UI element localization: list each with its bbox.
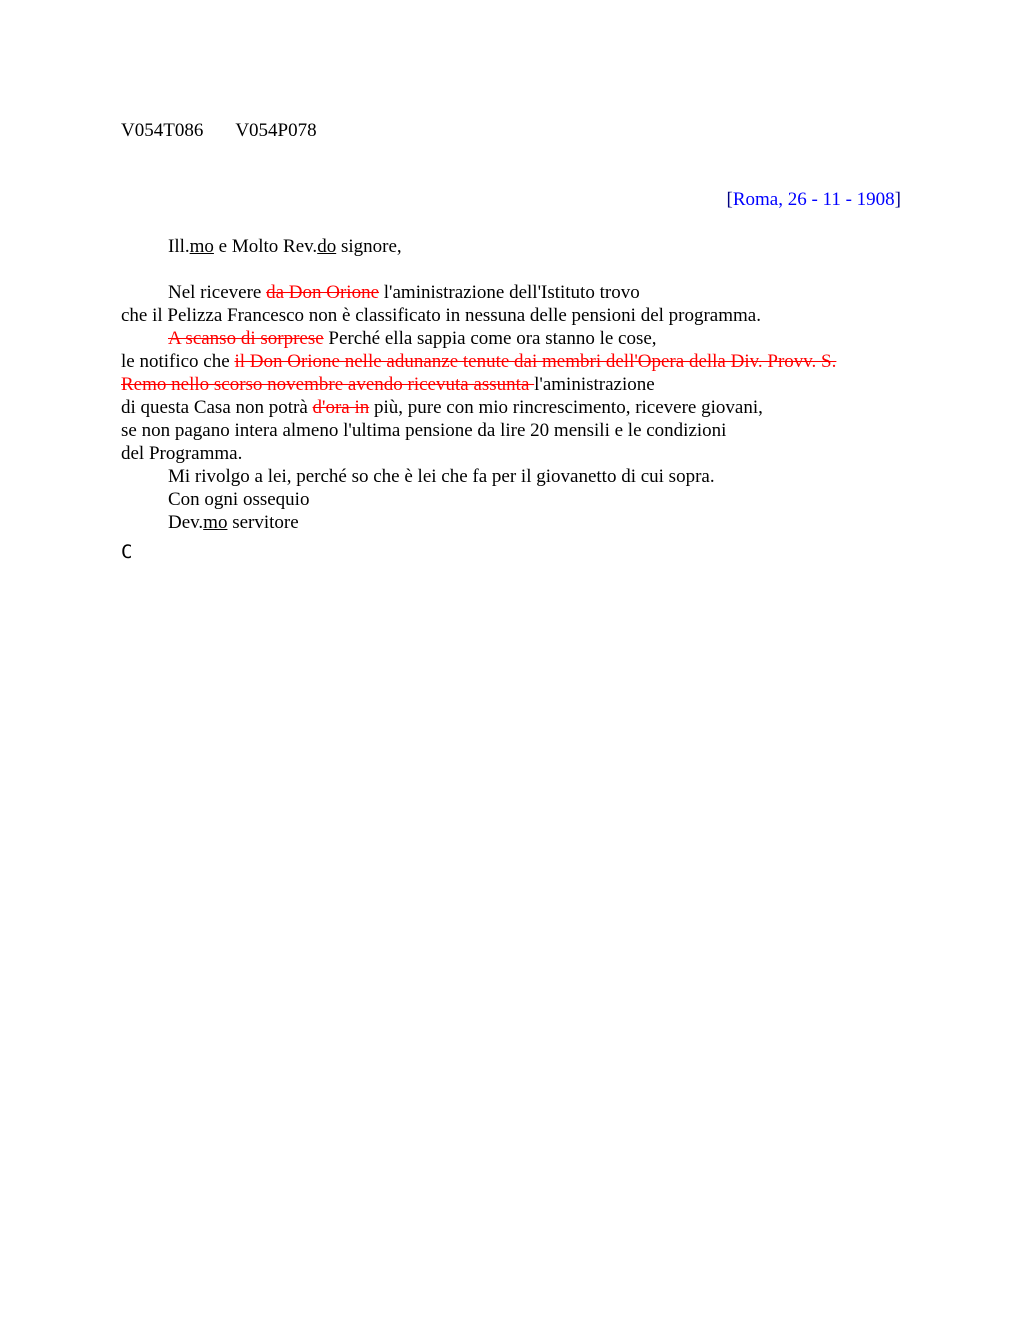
salutation-text: signore, — [336, 236, 402, 257]
body-text: che il Pelizza Francesco non è classificato in nessuna delle pensioni del programma. — [121, 305, 761, 326]
body-line — [121, 465, 911, 488]
body-text: le notifico che — [121, 351, 235, 372]
body-line — [121, 396, 911, 419]
volume-code: V054T086 — [121, 120, 204, 141]
deleted-text: A scanso di sorprese — [168, 328, 324, 349]
closing-mark: C — [121, 541, 133, 563]
deleted-text: Remo nello scorso novembre avendo ricevuta assunta — [121, 374, 535, 395]
body-line — [121, 327, 911, 350]
body-line — [121, 442, 911, 465]
salutation-abbrev: do — [317, 236, 337, 257]
body-line — [121, 350, 911, 373]
body-text: Con ogni ossequio — [168, 489, 310, 510]
body-line — [121, 419, 911, 442]
deleted-text: da Don Orione — [266, 282, 380, 303]
deleted-text: d'ora in — [312, 397, 370, 418]
salutation-text: e Molto Rev. — [213, 236, 318, 257]
body-line — [121, 281, 911, 304]
date-close-bracket: ] — [894, 189, 901, 210]
body-text: Mi rivolgo a lei, perché so che è lei che fa per il giovanetto di cui sopra. — [168, 466, 715, 487]
body-text: l'aministrazione dell'Istituto trovo — [379, 282, 640, 303]
signature-abbrev: mo — [203, 512, 228, 533]
body-text: Perché ella sappia come ora stanno le cose, — [323, 328, 657, 349]
body-text: servitore — [227, 512, 299, 533]
salutation-abbrev: mo — [189, 236, 214, 257]
signature-line — [121, 511, 911, 534]
body-text: se non pagano intera almeno l'ultima pensione da lire 20 mensili e le condizioni — [121, 420, 727, 441]
body-text: l'aministrazione — [534, 374, 655, 395]
salutation — [121, 235, 911, 258]
document-codes — [121, 120, 317, 142]
salutation-text: Ill. — [168, 236, 190, 257]
body-text: Dev. — [168, 512, 204, 533]
deleted-text: il Don Orione nelle adunanze tenute dai membri dell'Opera della Div. Provv. S. — [234, 351, 837, 372]
date-open-bracket: [ — [726, 189, 733, 210]
body-text: del Programma. — [121, 443, 243, 464]
letter-body — [121, 281, 911, 534]
body-text: più, pure con mio rincrescimento, ricevere giovani, — [369, 397, 763, 418]
body-line — [121, 304, 911, 327]
page-code: V054P078 — [235, 120, 317, 141]
body-text: di questa Casa non potrà — [121, 397, 313, 418]
body-text: Nel ricevere — [168, 282, 267, 303]
date-text: Roma, 26 - 11 - 1908 — [732, 189, 895, 210]
body-line — [121, 373, 911, 396]
closing-greeting — [121, 488, 911, 511]
letter-date — [727, 189, 902, 211]
